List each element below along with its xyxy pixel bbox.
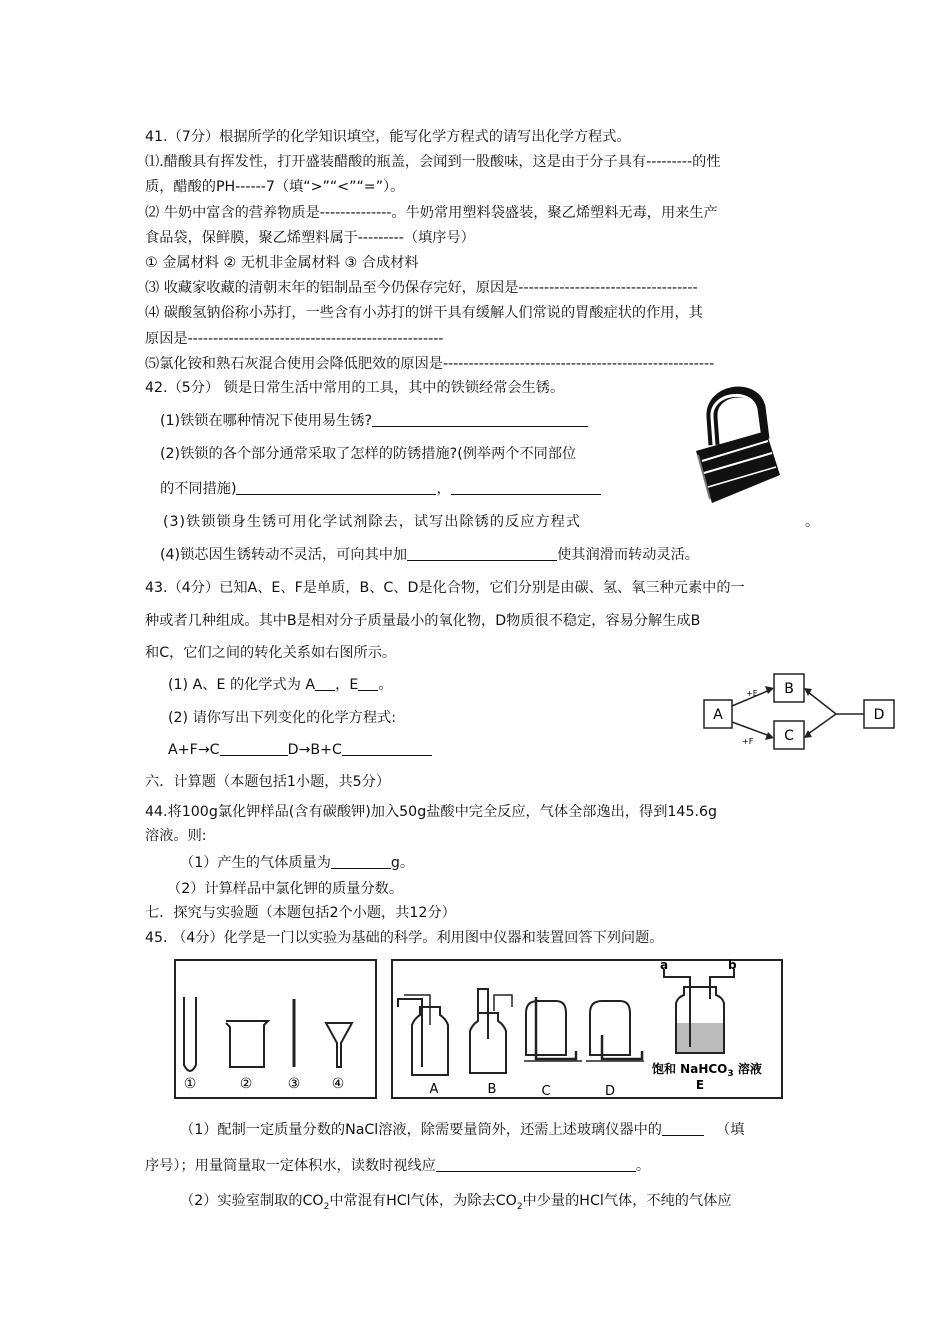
q45-sub2 bbox=[180, 1191, 732, 1217]
q42-sub2-cont-text: 的不同措施) bbox=[160, 481, 237, 497]
apparatus-figure bbox=[172, 955, 786, 1103]
q41-line: ⑸氯化铵和熟石灰混合使用会降低肥效的原因是----------------------------------------------------- bbox=[145, 356, 715, 372]
fig-num-4: ④ bbox=[331, 1076, 345, 1092]
period: 。 bbox=[378, 677, 393, 693]
q45-sub2-text-3: 中少量的HCl气体，不纯的气体应 bbox=[522, 1193, 732, 1209]
unit-g: g。 bbox=[390, 855, 415, 871]
letter-b: B bbox=[487, 1082, 497, 1097]
q43-sub2: (2) 请你写出下列变化的化学方程式: bbox=[168, 710, 397, 726]
q45-sub2-text-1: （2）实验室制取的CO bbox=[180, 1193, 324, 1209]
answer-blank[interactable] bbox=[451, 480, 601, 495]
q45-sub1-tail: （填 bbox=[716, 1122, 745, 1138]
q41-line: 食品袋，保鲜膜，聚乙烯塑料属于---------（填序号） bbox=[145, 230, 475, 246]
q45-sub1 bbox=[180, 1120, 744, 1140]
answer-blank[interactable] bbox=[315, 676, 335, 691]
letter-d: D bbox=[604, 1084, 616, 1099]
q44-line: 溶液。则: bbox=[145, 828, 207, 844]
q43-line: 种或者几种组成。其中B是相对分子质量最小的氧化物，D物质很不稳定，容易分解生成B bbox=[145, 613, 701, 629]
solution-label bbox=[652, 1061, 762, 1079]
label-a: A bbox=[713, 707, 723, 723]
q42-sub2-cont bbox=[160, 479, 601, 499]
section-6-heading: 六．计算题（本题包括1小题，共5分） bbox=[145, 774, 391, 790]
test-tube-icon bbox=[184, 997, 196, 1071]
answer-blank[interactable] bbox=[662, 1121, 704, 1136]
letter-c: C bbox=[541, 1084, 551, 1099]
q42-sub1 bbox=[160, 411, 588, 431]
q43-sub3 bbox=[168, 740, 432, 760]
q43-sub1-text: (1) A、E 的化学式为 A bbox=[168, 677, 316, 693]
answer-blank[interactable] bbox=[331, 854, 391, 869]
apparatus-c-icon bbox=[524, 997, 582, 1061]
label-plus-f: +F bbox=[742, 737, 754, 746]
label-b-port: b bbox=[728, 958, 737, 972]
label-plus-e: +E bbox=[746, 689, 758, 698]
q44-line: 44.将100g氯化钾样品(含有碳酸钾)加入50g盐酸中完全反应，气体全部逸出，得到145.6g bbox=[145, 804, 718, 820]
label-b: B bbox=[784, 681, 794, 697]
label-a-port: a bbox=[660, 958, 669, 972]
q45-sub1-cont-text: 序号）；用量筒量取一定体积水，读数时视线应 bbox=[145, 1158, 436, 1174]
fig-num-2: ② bbox=[239, 1076, 253, 1092]
q42-title: 42.（5分） 锁是日常生活中常用的工具，其中的铁锁经常会生锈。 bbox=[145, 380, 565, 396]
q41-title: 41.（7分）根据所学的化学知识填空，能写化学方程式的请写出化学方程式。 bbox=[145, 129, 631, 145]
solution-label-sub: 3 bbox=[727, 1069, 734, 1079]
equation-d-bc: D→B+C bbox=[287, 742, 342, 758]
subscript-2: 2 bbox=[323, 1201, 330, 1212]
letter-a: A bbox=[429, 1082, 439, 1097]
answer-blank[interactable] bbox=[407, 546, 557, 561]
q42-sub4-text: (4)锁芯因生锈转动不灵活，可向其中加 bbox=[160, 547, 408, 563]
q44-sub1 bbox=[180, 853, 414, 873]
label-d: D bbox=[873, 707, 885, 723]
equation-a-f-c: A+F→C bbox=[168, 742, 220, 758]
q44-sub1-text: （1）产生的气体质量为 bbox=[180, 855, 331, 871]
q43-line: 和C，它们之间的转化关系如右图所示。 bbox=[145, 645, 397, 661]
q42-sub3: (3)铁锁锁身生锈可用化学试剂除去，试写出除锈的反应方程式 bbox=[163, 514, 581, 530]
q41-line: ⑷ 碳酸氢钠俗称小苏打，一些含有小苏打的饼干具有缓解人们常说的胃酸症状的作用，其 bbox=[145, 305, 703, 321]
answer-blank[interactable] bbox=[236, 480, 436, 495]
answer-blank[interactable] bbox=[372, 412, 588, 427]
q41-line: ⑵ 牛奶中富含的营养物质是--------------。牛奶常用塑料袋盛装，聚乙烯塑料无毒，用来生产 bbox=[145, 205, 718, 221]
apparatus-b-icon bbox=[470, 989, 512, 1073]
solution-label-main: 饱和 NaHCO bbox=[652, 1062, 728, 1076]
conversion-diagram bbox=[700, 668, 902, 754]
beaker-icon bbox=[226, 1021, 268, 1067]
q41-line: ⑶ 收藏家收藏的清朝末年的铝制品至今仍保存完好，原因是----------------------------------- bbox=[145, 280, 698, 296]
comma: ， bbox=[436, 481, 451, 497]
q43-line: 43.（4分）已知A、E、F是单质，B、C、D是化合物，它们分别是由碳、氢、氧三种元素中的一 bbox=[145, 580, 745, 596]
solution-label-suffix: 溶液 bbox=[733, 1062, 762, 1076]
apparatus-d-icon bbox=[586, 1001, 644, 1061]
q41-line: ⑴.醋酸具有挥发性，打开盛装醋酸的瓶盖，会闻到一股酸味，这是由于分子具有---------的性 bbox=[145, 154, 721, 170]
apparatus-a-icon bbox=[398, 995, 448, 1075]
q42-sub4 bbox=[160, 545, 699, 565]
q45-sub1-text: （1）配制一定质量分数的NaCl溶液，除需要量筒外，还需上述玻璃仪器中的 bbox=[180, 1122, 662, 1138]
q41-options: ① 金属材料 ② 无机非金属材料 ③ 合成材料 bbox=[145, 255, 419, 271]
answer-blank[interactable] bbox=[358, 676, 378, 691]
q45-sub2-text-2: 中常混有HCl气体，为除去CO bbox=[329, 1193, 517, 1209]
q45-sub1-cont bbox=[145, 1156, 650, 1176]
subscript-2: 2 bbox=[516, 1201, 523, 1212]
q44-sub2: （2）计算样品中氯化钾的质量分数。 bbox=[167, 881, 404, 897]
q42-sub1-text: (1)铁锁在哪种情况下使用易生锈? bbox=[160, 413, 373, 429]
fig-num-3: ③ bbox=[287, 1076, 301, 1092]
gas-washing-bottle-icon bbox=[664, 969, 734, 1053]
glassware-panel bbox=[175, 960, 376, 1098]
q43-sub1-e: ，E bbox=[335, 677, 359, 693]
answer-blank[interactable] bbox=[342, 741, 432, 756]
padlock-icon bbox=[688, 383, 784, 509]
q45-title: 45. （4分）化学是一门以实验为基础的科学。利用图中仪器和装置回答下列问题。 bbox=[145, 930, 664, 946]
answer-blank[interactable] bbox=[436, 1157, 636, 1172]
q43-sub1 bbox=[168, 675, 393, 695]
q41-line: 质，醋酸的PH------7（填“>”“<”“=”）。 bbox=[145, 179, 405, 195]
q42-sub3-end: 。 bbox=[805, 514, 820, 530]
q41-line: 原因是-------------------------------------------------- bbox=[145, 331, 444, 347]
q42-sub2: (2)铁锁的各个部分通常采取了怎样的防锈措施?(例举两个不同部位 bbox=[160, 446, 577, 462]
period: 。 bbox=[635, 1158, 651, 1174]
letter-e: E bbox=[695, 1078, 705, 1092]
section-7-heading: 七．探究与实验题（本题包括2个小题，共12分） bbox=[145, 905, 456, 921]
label-c: C bbox=[784, 728, 794, 744]
answer-blank[interactable] bbox=[220, 741, 288, 756]
fig-num-1: ① bbox=[183, 1076, 197, 1092]
funnel-icon bbox=[326, 1023, 352, 1067]
q42-sub4-tail: 使其润滑而转动灵活。 bbox=[557, 547, 699, 563]
